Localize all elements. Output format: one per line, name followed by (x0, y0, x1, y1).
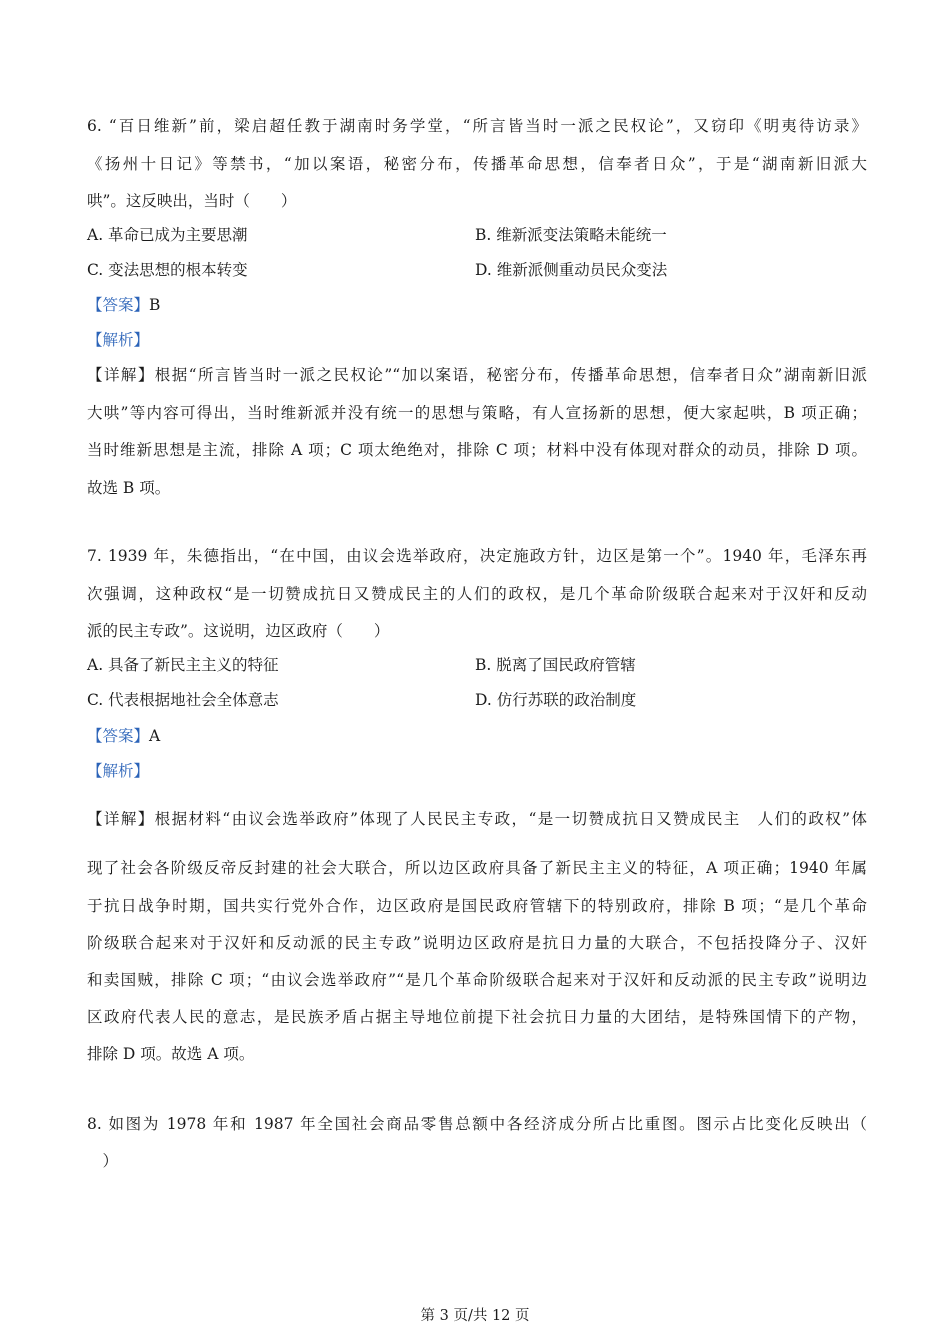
q8-stem-line-2: ） (87, 1152, 119, 1170)
q7-detail-text-1: 根据材料“由议会选举政府”体现了人民民主专政，“是一切赞成抗日又赞成民主 人们的政权”体 (154, 810, 867, 828)
q7-option-c: C. 代表根据地社会全体意志 (87, 691, 279, 709)
q6-stem-line-3: 哄”。这反映出，当时（ ） (87, 192, 297, 210)
q6-detail-line-2: 大哄”等内容可得出，当时维新派并没有统一的思想与策略，有人宣扬新的思想，便大家起哄，B 项正确； (87, 404, 867, 422)
q7-option-b: B. 脱离了国民政府管辖 (475, 656, 636, 674)
q7-option-a: A. 具备了新民主主义的特征 (87, 656, 279, 674)
q6-answer (87, 294, 867, 316)
q7-detail-line-5: 和卖国贼，排除 C 项；“由议会选举政府”“是几个革命阶级联合起来对于汉奸和反动派的民主专政”说明边 (87, 971, 867, 989)
q7-answer-tag: 【答案】 (87, 727, 150, 745)
q6-option-a: A. 革命已成为主要思潮 (87, 226, 248, 244)
q7-analysis-tag: 【解析】 (87, 762, 150, 780)
q6-answer-value: B (149, 296, 161, 314)
q7-stem-line-2: 次强调，这种政权“是一切赞成抗日又赞成民主的人们的政权，是几个革命阶级联合起来对于汉奸和反动 (87, 585, 867, 603)
q7-detail-tag: 【详解】 (87, 810, 155, 828)
q6-analysis-tag: 【解析】 (87, 331, 150, 349)
q7-stem-line-1: 7. 1939 年，朱德指出，“在中国，由议会选举政府，决定施政方针，边区是第一个”。1940 年，毛泽东再 (87, 547, 867, 565)
q7-detail-line-3: 于抗日战争时期，国共实行党外合作，边区政府是国民政府管辖下的特别政府，排除 B 项；“是几个革命 (87, 897, 867, 915)
q7-analysis (87, 760, 867, 782)
q6-detail-tag: 【详解】 (87, 366, 155, 384)
q7-option-d: D. 仿行苏联的政治制度 (475, 691, 637, 709)
q7-detail-line-4: 阶级联合起来对于汉奸和反动派的民主专政”说明边区政府是抗日力量的大联合，不包括投降分子、汉奸 (87, 934, 867, 952)
q7-detail-line-1 (87, 808, 867, 830)
q7-answer-value: A (149, 727, 161, 745)
q7-detail-line-6: 区政府代表人民的意志，是民族矛盾占据主导地位前提下社会抗日力量的大团结，是特殊国情下的产物， (87, 1008, 867, 1026)
q6-detail-line-1 (87, 364, 867, 386)
q6-option-d: D. 维新派侧重动员民众变法 (475, 261, 668, 279)
q6-detail-text-1: 根据“所言皆当时一派之民权论”“加以案语，秘密分布，传播革命思想，信奉者日众”湖南新旧派 (154, 366, 867, 384)
q6-stem-line-1: 6. “百日维新”前，梁启超任教于湖南时务学堂，“所言皆当时一派之民权论”，又窃印《明夷待访录》 (87, 117, 867, 135)
q6-answer-tag: 【答案】 (87, 296, 150, 314)
q8-stem-line-1: 8. 如图为 1978 年和 1987 年全国社会商品零售总额中各经济成分所占比重图。图示占比变化反映出（ (87, 1115, 867, 1133)
q6-detail-line-3: 当时维新思想是主流，排除 A 项；C 项太绝绝对，排除 C 项；材料中没有体现对群众的动员，排除 D 项。 (87, 441, 867, 459)
q6-option-c: C. 变法思想的根本转变 (87, 261, 248, 279)
q6-analysis (87, 329, 867, 351)
page-number: 第 3 页/共 12 页 (420, 1308, 530, 1324)
q7-detail-line-7: 排除 D 项。故选 A 项。 (87, 1045, 255, 1063)
q6-detail-line-4: 故选 B 项。 (87, 479, 171, 497)
q7-detail-line-2: 现了社会各阶级反帝反封建的社会大联合，所以边区政府具备了新民主主义的特征，A 项正确；1940 年属 (87, 859, 867, 877)
q6-option-b: B. 维新派变法策略未能统一 (475, 226, 667, 244)
q7-answer (87, 725, 867, 747)
q6-stem-line-2: 《扬州十日记》等禁书，“加以案语，秘密分布，传播革命思想，信奉者日众”，于是“湖南新旧派大 (87, 155, 867, 173)
q7-stem-line-3: 派的民主专政”。这说明，边区政府（ ） (87, 622, 390, 640)
